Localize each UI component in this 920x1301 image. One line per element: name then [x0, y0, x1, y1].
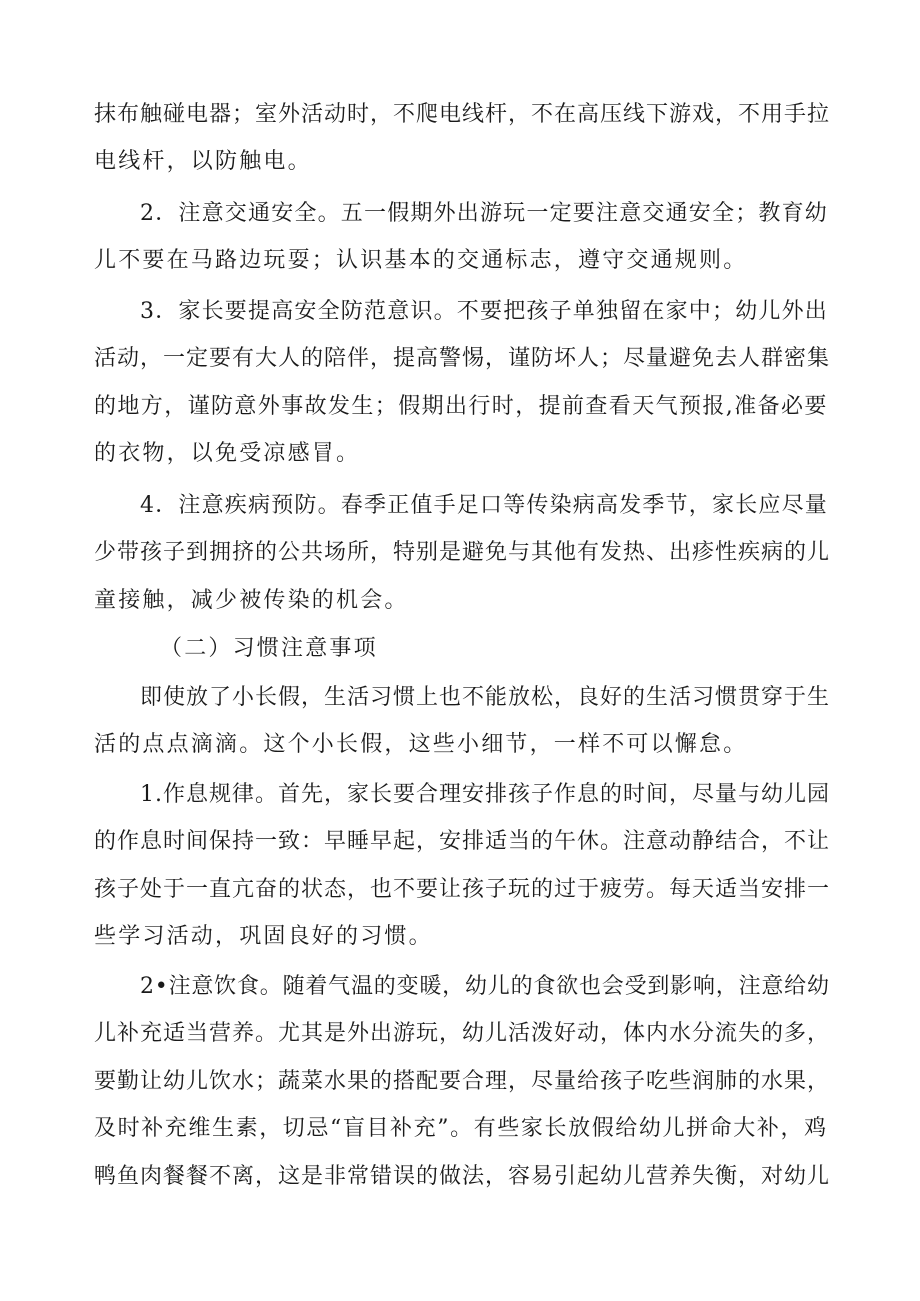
text-line: 的衣物，以免受凉感冒。: [94, 441, 361, 466]
text-line: 要勤让幼儿饮水；蔬菜水果的搭配要合理，尽量给孩子吃些润肺的水果，: [94, 1069, 831, 1094]
text-line: 抹布触碰电器；室外活动时，不爬电线杆，不在高压线下游戏，不用手拉: [94, 102, 831, 127]
text-line: 鸭鱼肉餐餐不离，这是非常错误的做法，容易引起幼儿营养失衡，对幼儿: [94, 1164, 831, 1189]
text-line: 即使放了小长假，生活习惯上也不能放松，良好的生活习惯贯穿于生: [140, 685, 831, 710]
text-line: 3．家长要提高安全防范意识。不要把孩子单独留在家中；幼儿外出: [140, 299, 828, 324]
text-line: 2•注意饮食。随着气温的变暖，幼儿的食欲也会受到影响，注意给幼: [140, 974, 830, 999]
text-line: 的作息时间保持一致：早睡早起，安排适当的午休。注意动静结合，不让: [94, 829, 831, 854]
text-line: 孩子处于一直亢奋的状态，也不要让孩子玩的过于疲劳。每天适当安排一: [94, 877, 831, 902]
text-line: 活动，一定要有大人的陪伴，提高警惕，谨防坏人；尽量避免去人群密集: [94, 346, 831, 371]
text-line: 1.作息规律。首先，家长要合理安排孩子作息的时间，尽量与幼儿园: [140, 782, 830, 807]
text-line: 些学习活动，巩固良好的习惯。: [94, 924, 433, 949]
text-line: 4．注意疾病预防。春季正值手足口等传染病高发季节，家长应尽量: [140, 493, 828, 518]
text-line: 2．注意交通安全。五一假期外出游玩一定要注意交通安全；教育幼: [140, 201, 828, 226]
text-line: 的地方，谨防意外事故发生；假期出行时，提前查看天气预报,准备必要: [94, 394, 828, 419]
text-line: 少带孩子到拥挤的公共场所，特别是避免与其他有发热、出疹性疾病的儿: [94, 540, 831, 565]
text-line: 童接触，减少被传染的机会。: [94, 588, 409, 613]
section-heading: （二）习惯注意事项: [160, 636, 378, 661]
text-line: 及时补充维生素，切忌“盲目补充”。有些家长放假给幼儿拼命大补，鸡: [94, 1116, 828, 1141]
text-line: 儿不要在马路边玩耍；认识基本的交通标志，遵守交通规则。: [94, 248, 748, 273]
text-line: 电线杆，以防触电。: [94, 149, 312, 174]
text-line: 儿补充适当营养。尤其是外出游玩，幼儿活泼好动，体内水分流失的多，: [94, 1021, 831, 1046]
text-line: 活的点点滴滴。这个小长假，这些小细节，一样不可以懈怠。: [94, 732, 748, 757]
